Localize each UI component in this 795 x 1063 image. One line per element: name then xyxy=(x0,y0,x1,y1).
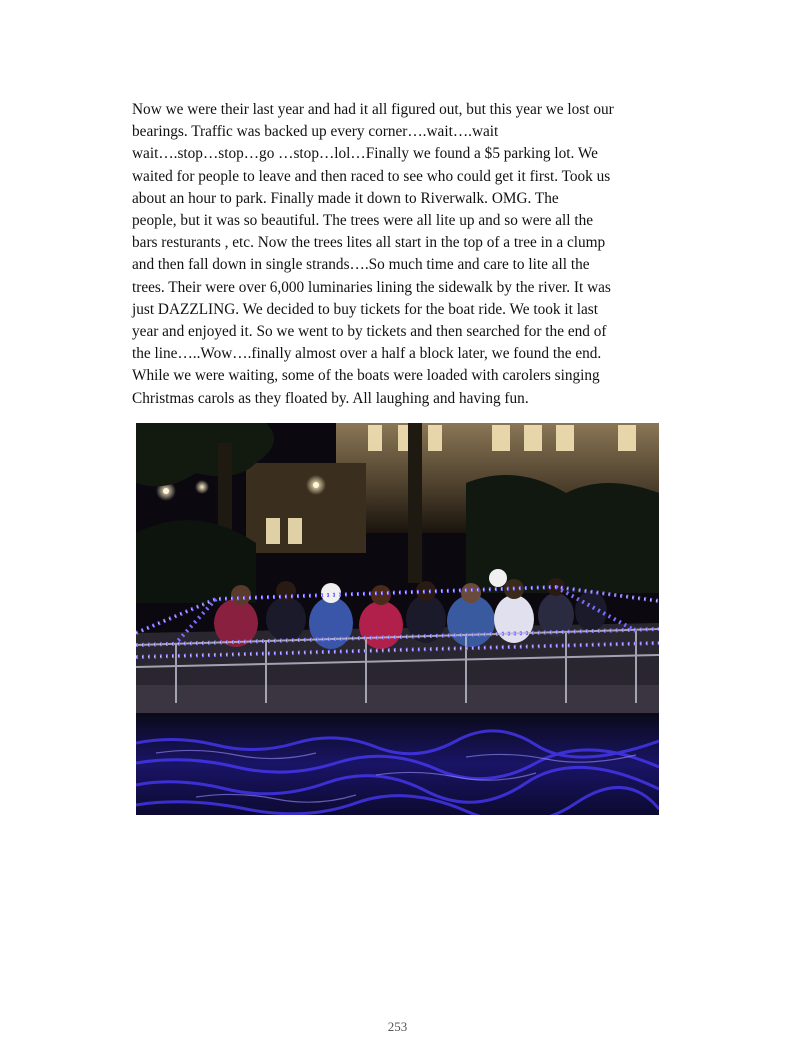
photo-illustration xyxy=(136,423,659,815)
text-line: bearings. Traffic was backed up every corner….wait….wait xyxy=(132,123,499,141)
text-line: just DAZZLING. We decided to buy tickets for the boat ride. We took it last xyxy=(132,300,598,318)
text-line: bars resturants , etc. Now the trees lites all start in the top of a tree in a clump xyxy=(132,234,606,252)
text-line: and then fall down in single strands….So much time and care to lite all the xyxy=(132,256,590,274)
text-line: year and enjoyed it. So we went to by tickets and then searched for the end of xyxy=(132,323,607,341)
riverwalk-boat-photo xyxy=(136,423,659,815)
text-line: people, but it was so beautiful. The trees were all lite up and so were all the xyxy=(132,212,594,230)
text-line: waited for people to leave and then raced to see who could get it first. Took us xyxy=(132,167,611,185)
text-line: about an hour to park. Finally made it down to Riverwalk. OMG. The xyxy=(132,189,559,207)
text-line: wait….stop…stop…go …stop…lol…Finally we found a $5 parking lot. We xyxy=(132,145,598,163)
text-line: While we were waiting, some of the boats were loaded with carolers singing xyxy=(132,367,600,385)
text-line: Christmas carols as they floated by. All laughing and having fun. xyxy=(132,389,529,407)
page-number: 253 xyxy=(387,1019,408,1034)
text-line: the line…..Wow….finally almost over a half a block later, we found the end. xyxy=(132,345,602,363)
text-line: trees. Their were over 6,000 luminaries lining the sidewalk by the river. It was xyxy=(132,278,611,296)
body-paragraph xyxy=(132,99,663,410)
text-line: Now we were their last year and had it all figured out, but this year we lost our xyxy=(132,101,614,118)
